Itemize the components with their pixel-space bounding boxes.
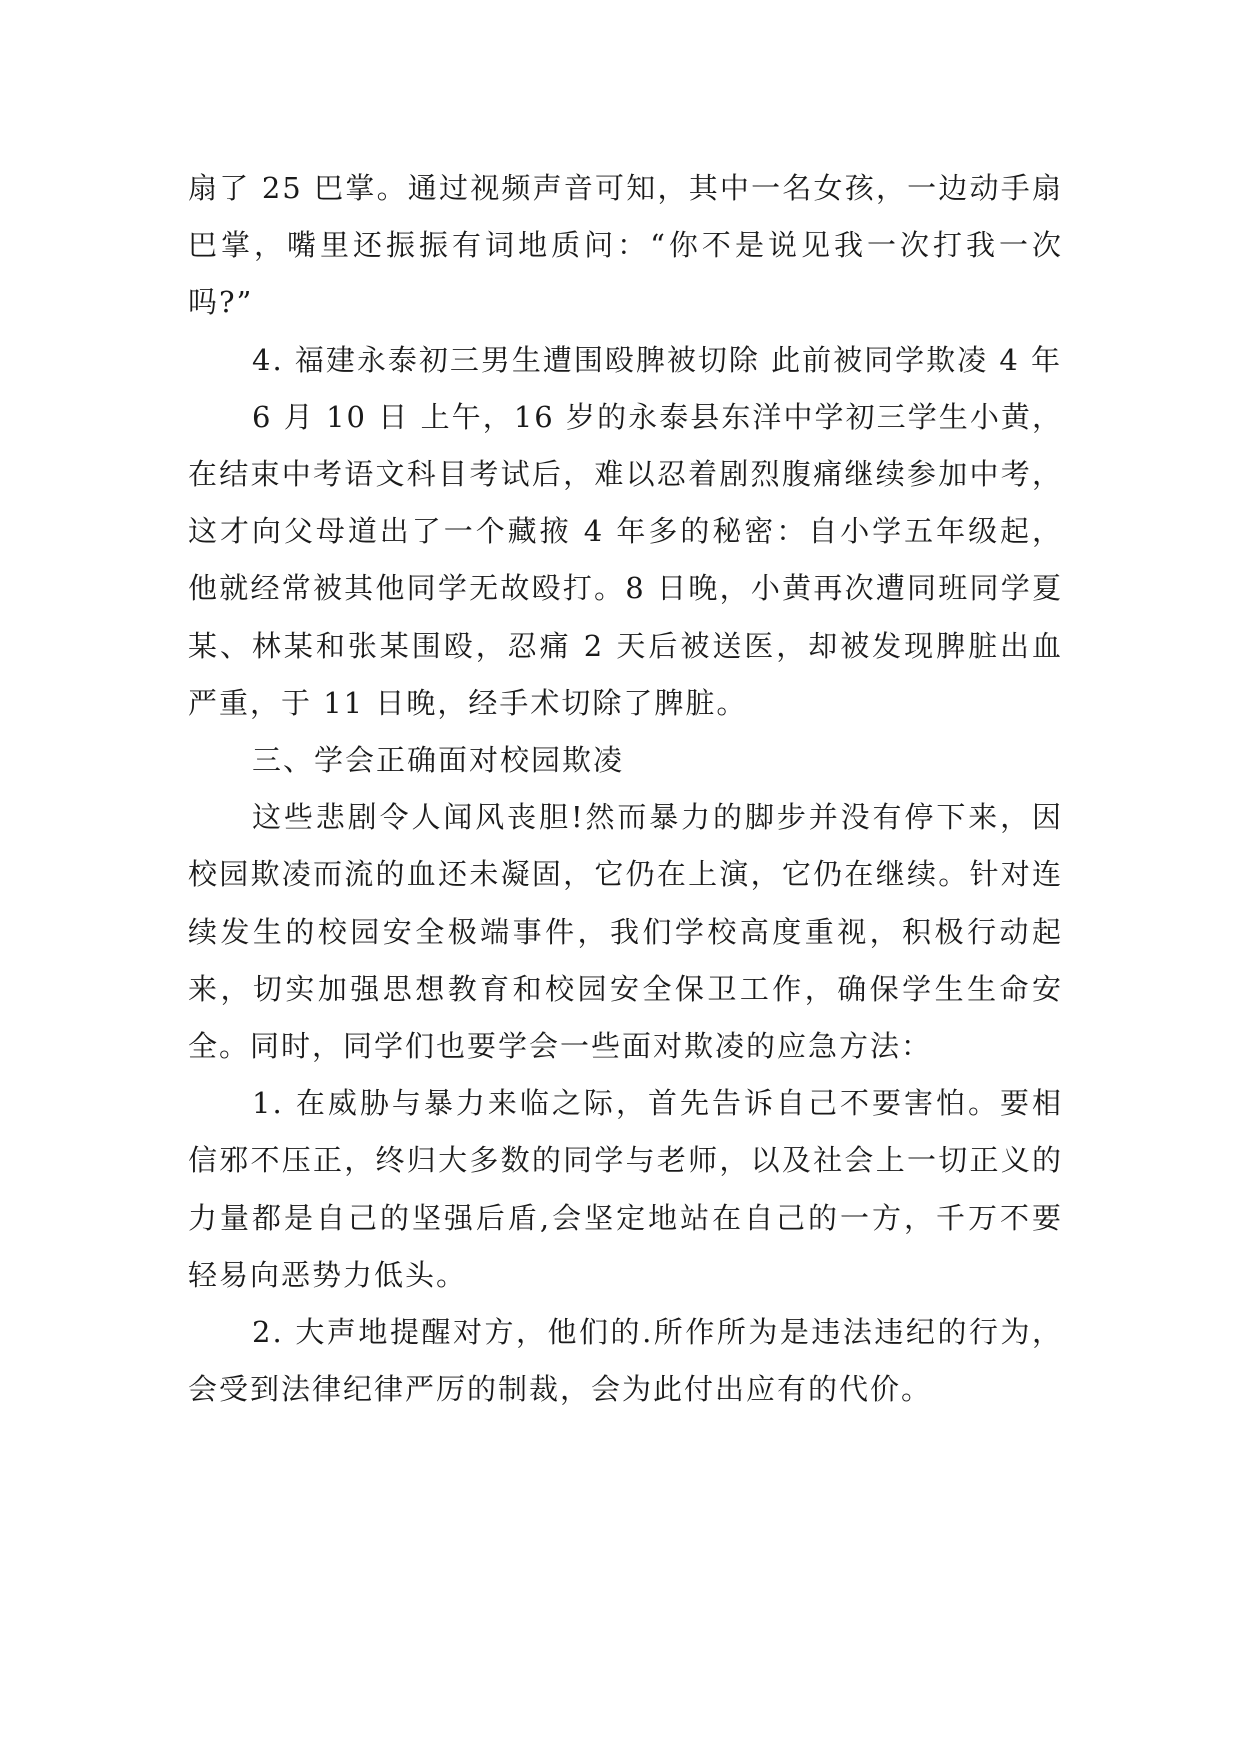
paragraph-method-1: 1. 在威胁与暴力来临之际，首先告诉自己不要害怕。要相信邪不压正，终归大多数的同学与老师，以及社会上一切正义的力量都是自己的坚强后盾,会坚定地站在自己的一方，千万不要轻易向恶势力低头。 <box>188 1086 1063 1292</box>
paragraph-case-4-body: 6 月 10 日 上午，16 岁的永泰县东洋中学初三学生小黄，在结束中考语文科目考试后，难以忍着剧烈腹痛继续参加中考，这才向父母道出了一个藏掖 4 年多的秘密：自小学五年级起，他就经常被其他同学无故殴打。8 日晚，小黄再次遭同班同学夏某、林某和张某围殴，忍痛 2 天后被送医，却被发现脾脏出血严重，于 11 日晚，经手术切除了脾脏。 <box>188 399 1063 720</box>
paragraph-case-4-heading: 4. 福建永泰初三男生遭围殴脾被切除 此前被同学欺凌 4 年 <box>252 342 1062 377</box>
document-page <box>188 160 1063 1418</box>
paragraph-section-3-intro: 这些悲剧令人闻风丧胆!然而暴力的脚步并没有停下来，因校园欺凌而流的血还未凝固，它仍在上演，它仍在继续。针对连续发生的校园安全极端事件，我们学校高度重视，积极行动起来，切实加强思想教育和校园安全保卫工作，确保学生生命安全。同时，同学们也要学会一些面对欺凌的应急方法： <box>188 800 1063 1064</box>
section-heading-3: 三、学会正确面对校园欺凌 <box>252 743 625 778</box>
paragraph-continuation: 扇了 25 巴掌。通过视频声音可知，其中一名女孩，一边动手扇巴掌，嘴里还振振有词地质问：“你不是说见我一次打我一次吗?” <box>188 171 1063 320</box>
paragraph-method-2: 2. 大声地提醒对方，他们的.所作所为是违法违纪的行为，会受到法律纪律严厉的制裁，会为此付出应有的代价。 <box>188 1315 1063 1407</box>
